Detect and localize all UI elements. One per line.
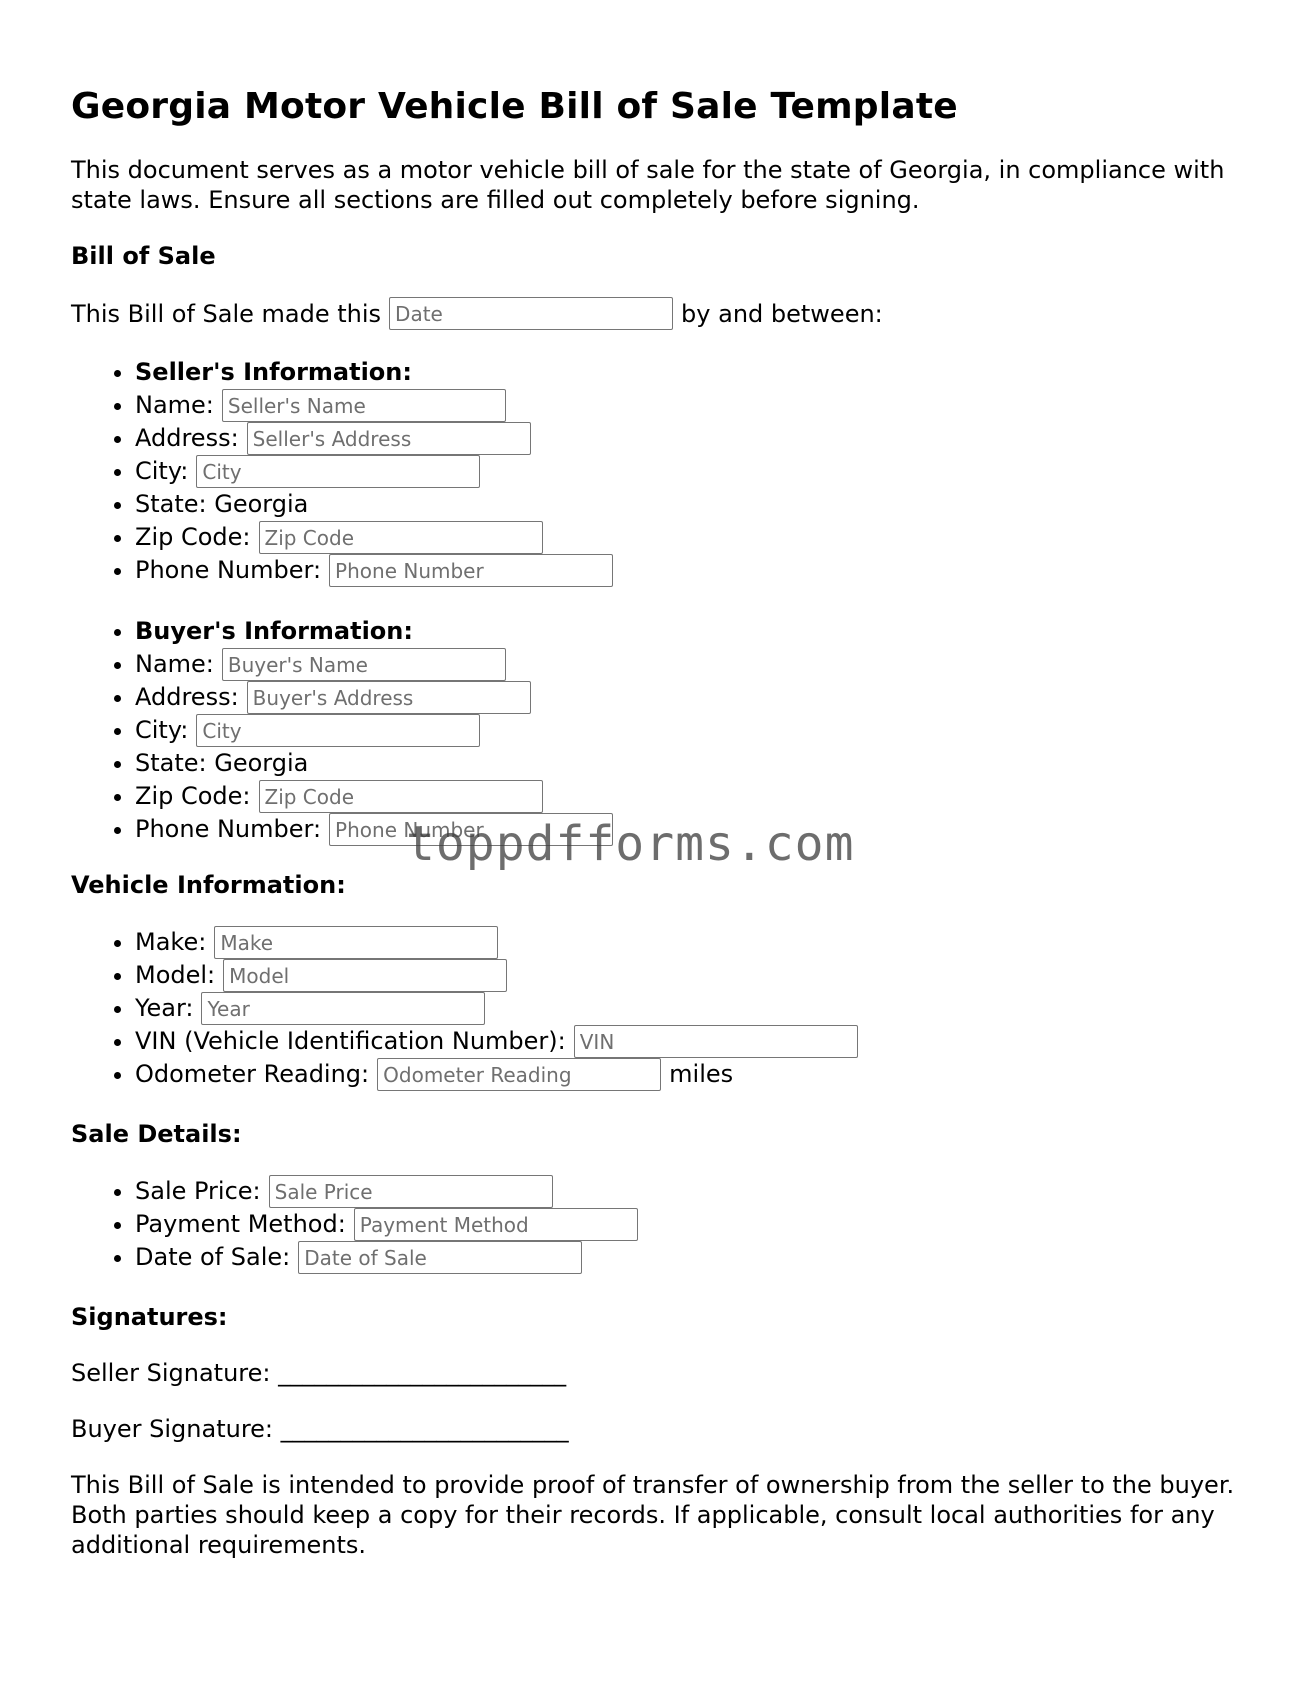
make-input[interactable]	[214, 926, 498, 959]
buyer-info-list	[71, 615, 1241, 846]
list-item	[135, 1058, 1241, 1091]
bill-date-input[interactable]	[389, 297, 673, 330]
buyer-phone-label: • Phone Number:	[135, 815, 322, 843]
buyer-name-input[interactable]	[222, 648, 506, 681]
seller-zip-input[interactable]	[259, 521, 543, 554]
seller-name-input[interactable]	[222, 389, 506, 422]
list-item	[135, 1175, 1241, 1208]
list-item	[135, 554, 1241, 587]
buyer-city-input[interactable]	[196, 714, 480, 747]
seller-phone-input[interactable]	[329, 554, 613, 587]
list-item	[135, 521, 1241, 554]
seller-city-input[interactable]	[196, 455, 480, 488]
seller-info-list	[71, 356, 1241, 587]
sale-details-heading: Sale Details:	[71, 1120, 242, 1148]
buyer-address-input[interactable]	[247, 681, 531, 714]
list-item	[135, 455, 1241, 488]
buyer-state-text: • State: Georgia	[135, 747, 1241, 780]
seller-address-input[interactable]	[247, 422, 531, 455]
list-item	[135, 1241, 1241, 1274]
seller-zip-label: • Zip Code:	[135, 523, 251, 551]
list-item	[135, 926, 1241, 959]
list-item	[135, 714, 1241, 747]
vin-label: • VIN (Vehicle Identification Number):	[135, 1027, 566, 1055]
intro-paragraph: This document serves as a motor vehicle bill of sale for the state of Georgia, in compliance with state laws. Ensure all sections are filled out completely before signing.	[71, 156, 1225, 214]
made-prefix: This Bill of Sale made this	[71, 299, 382, 328]
list-item	[135, 1208, 1241, 1241]
odometer-input[interactable]	[377, 1058, 661, 1091]
list-item	[135, 813, 1241, 846]
list-item	[135, 681, 1241, 714]
list-item	[135, 780, 1241, 813]
seller-signature-line: Seller Signature: ________________________	[71, 1359, 567, 1387]
bill-of-sale-heading: Bill of Sale	[71, 242, 216, 270]
list-item	[135, 959, 1241, 992]
watermark-text: toppdfforms.com	[406, 816, 855, 872]
buyer-name-label: • Name:	[135, 650, 214, 678]
odometer-label: • Odometer Reading:	[135, 1060, 370, 1088]
make-label: • Make:	[135, 928, 207, 956]
closing-paragraph: This Bill of Sale is intended to provide proof of transfer of ownership from the seller to the buyer. Both parties should keep a copy for their records. If applicable, consult local authorities for any additional requirements.	[71, 1471, 1235, 1559]
year-input[interactable]	[201, 992, 485, 1025]
model-input[interactable]	[223, 959, 507, 992]
list-item	[135, 648, 1241, 681]
page-title: Georgia Motor Vehicle Bill of Sale Template	[71, 86, 958, 127]
odometer-unit: miles	[669, 1060, 734, 1088]
buyer-address-label: • Address:	[135, 683, 239, 711]
bill-date-line	[71, 297, 1241, 330]
buyer-city-label: • City:	[135, 716, 189, 744]
date-of-sale-input[interactable]	[298, 1241, 582, 1274]
seller-address-label: • Address:	[135, 424, 239, 452]
vehicle-info-list	[71, 926, 1241, 1091]
vin-input[interactable]	[574, 1025, 858, 1058]
list-item	[135, 1025, 1241, 1058]
list-item	[135, 389, 1241, 422]
payment-method-label: • Payment Method:	[135, 1210, 346, 1238]
buyer-signature-line: Buyer Signature: ________________________	[71, 1415, 569, 1443]
document-page	[71, 84, 1241, 1560]
year-label: • Year:	[135, 994, 194, 1022]
buyer-zip-label: • Zip Code:	[135, 782, 251, 810]
seller-phone-label: • Phone Number:	[135, 556, 322, 584]
signatures-heading: Signatures:	[71, 1303, 228, 1331]
payment-method-input[interactable]	[354, 1208, 638, 1241]
sale-price-label: • Sale Price:	[135, 1177, 261, 1205]
list-item	[135, 992, 1241, 1025]
seller-state-text: • State: Georgia	[135, 488, 1241, 521]
buyer-zip-input[interactable]	[259, 780, 543, 813]
seller-info-heading: • Seller's Information:	[135, 356, 1241, 389]
date-of-sale-label: • Date of Sale:	[135, 1243, 291, 1271]
seller-name-label: • Name:	[135, 391, 214, 419]
model-label: • Model:	[135, 961, 216, 989]
seller-city-label: • City:	[135, 457, 189, 485]
sale-details-list	[71, 1175, 1241, 1274]
buyer-phone-input[interactable]	[329, 813, 613, 846]
made-suffix: by and between:	[681, 299, 883, 328]
sale-price-input[interactable]	[269, 1175, 553, 1208]
list-item	[135, 422, 1241, 455]
buyer-info-heading: • Buyer's Information:	[135, 615, 1241, 648]
vehicle-info-heading: Vehicle Information:	[71, 871, 346, 899]
